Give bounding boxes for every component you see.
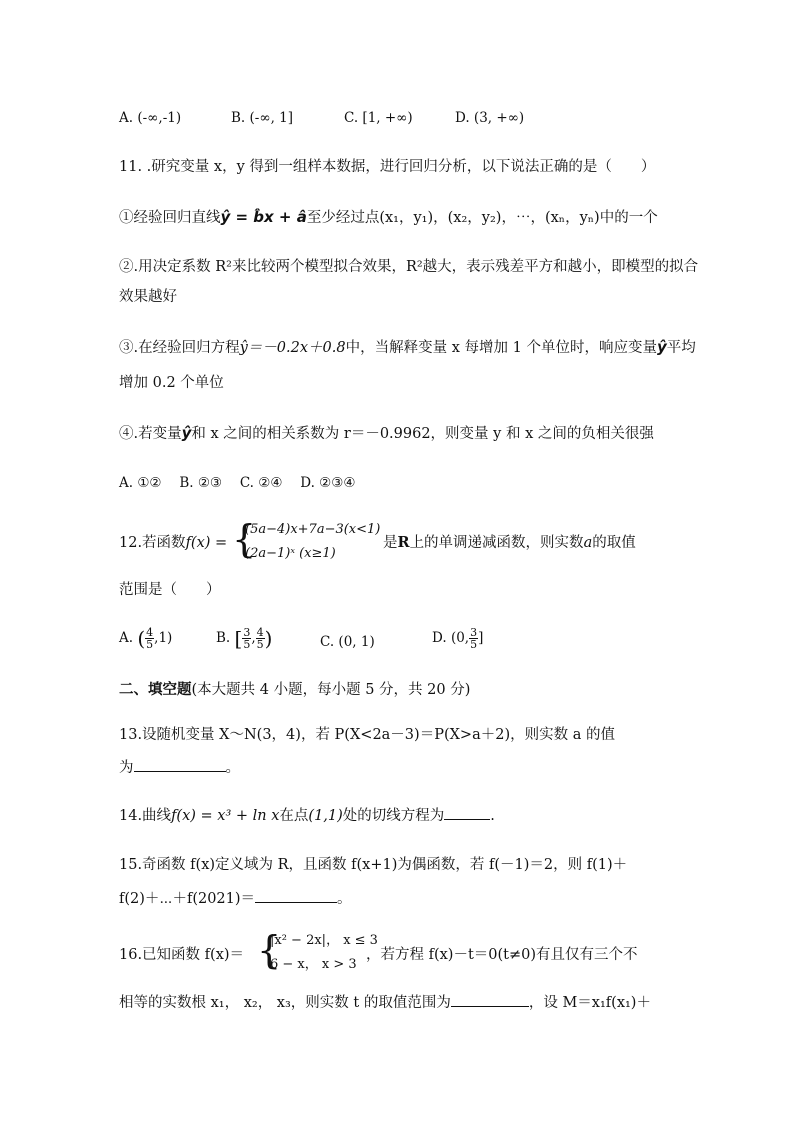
q11-s1-formula: ŷ = b̂x + â bbox=[220, 208, 307, 226]
q16-left-brace: { bbox=[257, 928, 282, 972]
q16-suffix: ，若方程 f(x)－t＝0(t≠0)有且仅有三个不 bbox=[366, 947, 638, 963]
q12-b-d1: 5 bbox=[243, 638, 251, 651]
q11-s3-text-c: 平均 bbox=[666, 340, 696, 356]
section-2-title-bold: 二、填空题 bbox=[119, 681, 192, 698]
q11-s4-text-a: ④.若变量 bbox=[119, 426, 182, 442]
q11-statement-2-line1: ②.用决定系数 R²来比较两个模型拟合效果，R²越大，表示残差平方和越小，即模型的拟合 bbox=[119, 259, 699, 275]
q12-prefix: 12.若函数 bbox=[119, 535, 186, 551]
q12-R: R bbox=[397, 534, 410, 551]
q13-answer-blank[interactable] bbox=[134, 757, 226, 772]
q13-line2 bbox=[119, 757, 240, 778]
q14-d: . bbox=[490, 808, 495, 824]
q15-line2-a: f(2)＋⋯＋f(2021)＝ bbox=[119, 891, 256, 907]
q15-line2-b: 。 bbox=[337, 891, 352, 907]
q12-b-d2: 5 bbox=[256, 638, 264, 651]
q15-line2 bbox=[119, 888, 352, 909]
q12-d-label: D. bbox=[432, 630, 447, 646]
q14-c: 处的切线方程为 bbox=[342, 808, 445, 824]
q12-d-den: 5 bbox=[470, 638, 478, 651]
q10-option-c: C. [1, +∞) bbox=[344, 110, 413, 126]
q12-d-num: 3 bbox=[470, 626, 478, 639]
q14-answer-blank[interactable] bbox=[444, 810, 490, 820]
q11-statement-3-line1 bbox=[119, 337, 696, 358]
q11-s3-formula: ŷ＝－0.2x＋0.8 bbox=[239, 340, 346, 356]
q11-statement-4 bbox=[119, 423, 654, 444]
q14-a: 14.曲线 bbox=[119, 808, 172, 824]
q11-stem: 11. .研究变量 x，y 得到一组样本数据，进行回归分析，以下说法正确的是（ ） bbox=[119, 159, 656, 175]
q13-line2-a: 为 bbox=[119, 760, 134, 776]
q12-stem-prefix bbox=[119, 533, 227, 553]
q13-line2-b: 。 bbox=[225, 760, 240, 776]
q11-s1-rest: 至少经过点(x₁，y₁)，(x₂，y₂)，⋯，(xₙ，yₙ)中的一个 bbox=[306, 210, 658, 226]
q12-d-head: (0, bbox=[450, 630, 470, 646]
q12-option-b: B. [ $\frac{3}{5}$ , $\frac{4}{5}$ ) bbox=[216, 626, 273, 651]
q10-option-a: A. (-∞,-1) bbox=[119, 110, 182, 126]
q13-line1: 13.设随机变量 X～N(3，4)，若 P(X<2a－3)＝P(X>a＋2)，则实数 a 的值 bbox=[119, 727, 615, 743]
q11-s4-yhat: ŷ bbox=[181, 424, 192, 442]
q12-a-den: 5 bbox=[146, 638, 154, 651]
q16-case-1: |x² − 2x|， x ≤ 3 bbox=[270, 933, 378, 948]
q12-a-tail: ,1) bbox=[154, 630, 173, 646]
q14-b: 在点 bbox=[279, 808, 309, 824]
q11-s1-text: ①经验回归直线 bbox=[119, 210, 221, 226]
q12-suffix-b: 上的单调递减函数，则实数 bbox=[409, 535, 584, 551]
q12-a-num: 4 bbox=[146, 626, 154, 639]
q11-s3-text-a: ③.在经验回归方程 bbox=[119, 340, 240, 356]
q14 bbox=[119, 806, 495, 826]
q11-statement-3-line2: 增加 0.2 个单位 bbox=[119, 375, 224, 391]
section-2-title-rest: (本大题共 4 小题，每小题 5 分，共 20 分) bbox=[191, 682, 471, 698]
q10-option-d: D. (3, +∞) bbox=[455, 110, 525, 126]
q12-suffix-c: 的取值 bbox=[592, 535, 636, 551]
q12-d-tail: ] bbox=[478, 630, 484, 646]
q16-line2 bbox=[119, 992, 651, 1013]
q11-statement-1 bbox=[119, 207, 658, 228]
q14-point: (1,1) bbox=[308, 808, 343, 824]
q11-s3-text-b: 中，当解释变量 x 每增加 1 个单位时，响应变量 bbox=[345, 340, 657, 356]
q12-stem-suffix bbox=[383, 533, 636, 553]
q12-option-a: A. ( $\frac{4}{5}$ ,1) bbox=[119, 626, 173, 651]
q16-case-2: 6 − x， x > 3 bbox=[270, 957, 357, 972]
q12-b-n1: 3 bbox=[243, 626, 251, 639]
q12-var-a: a bbox=[583, 535, 593, 551]
q12-a-label: A. bbox=[119, 630, 134, 646]
q12-fx: f(x) = bbox=[185, 535, 228, 551]
q16-prefix: 16.已知函数 f(x)＝ bbox=[119, 947, 245, 963]
q15-answer-blank[interactable] bbox=[255, 888, 337, 903]
section-2-title bbox=[119, 680, 470, 700]
q10-option-b: B. (-∞, 1] bbox=[231, 110, 294, 126]
q11-s3-yhat: ŷ bbox=[656, 338, 667, 356]
q12-case-1: (5a−4)x+7a−3(x<1) bbox=[245, 522, 381, 537]
q14-formula: f(x) = x³ + ln x bbox=[171, 808, 280, 824]
q16-line2-b: ，设 M＝x₁f(x₁)＋ bbox=[528, 995, 651, 1011]
q16-line2-a: 相等的实数根 x₁， x₂， x₃，则实数 t 的取值范围为 bbox=[119, 995, 451, 1011]
q12-b-n2: 4 bbox=[256, 626, 264, 639]
q11-options: A. ①② B. ②③ C. ②④ D. ②③④ bbox=[119, 475, 356, 491]
q15-line1: 15.奇函数 f(x)定义域为 R，且函数 f(x+1)为偶函数，若 f(－1)＝2，则 f(1)＋ bbox=[119, 857, 628, 873]
q11-s4-text-b: 和 x 之间的相关系数为 r＝－0.9962，则变量 y 和 x 之间的负相关很强 bbox=[191, 426, 654, 442]
q12-option-d bbox=[432, 627, 483, 650]
q12-stem-line2: 范围是（ ） bbox=[119, 582, 221, 598]
q12-option-c: C. (0, 1) bbox=[320, 634, 375, 650]
q12-case-2: (2a−1)ˣ (x≥1) bbox=[245, 546, 336, 561]
q12-suffix-a: 是 bbox=[383, 535, 398, 551]
q11-statement-2-line2: 效果越好 bbox=[119, 289, 177, 305]
q12-left-brace: { bbox=[232, 517, 257, 561]
q12-b-label: B. bbox=[216, 630, 231, 646]
q16-answer-blank[interactable] bbox=[451, 992, 529, 1007]
